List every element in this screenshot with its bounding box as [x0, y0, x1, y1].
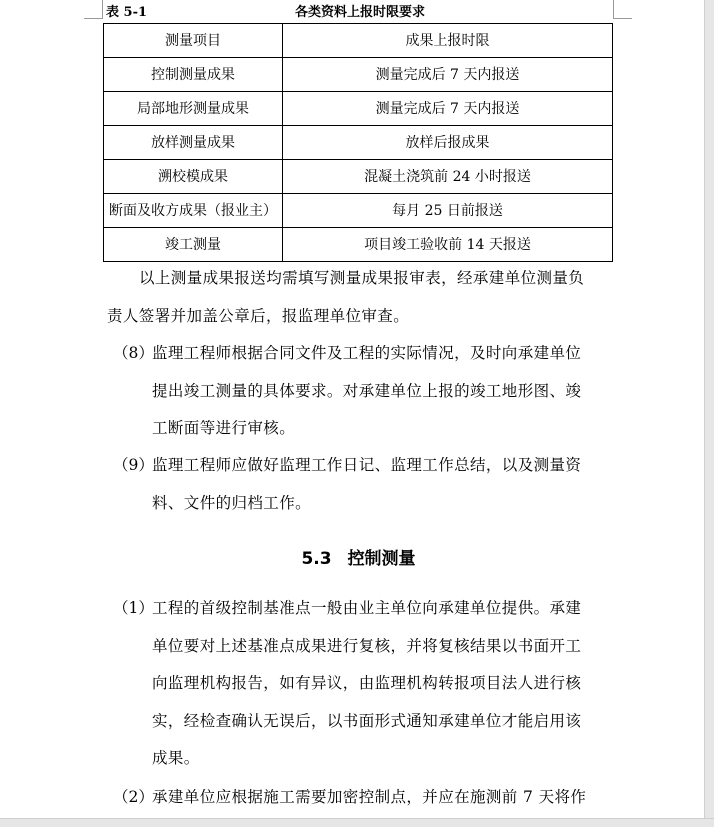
header-deadline: 成果上报时限 — [283, 24, 613, 58]
list-item-line: 成果。 — [152, 749, 200, 767]
list-item-line: 监理工程师根据合同文件及工程的实际情况，及时向承建单位 — [152, 344, 582, 362]
page-right-edge — [704, 0, 714, 826]
table-row — [104, 58, 613, 92]
row-deadline: 混凝土浇筑前 24 小时报送 — [283, 160, 613, 194]
table-row — [104, 228, 613, 262]
row-item: 控制测量成果 — [104, 58, 283, 92]
table-title: 各类资料上报时限要求 — [294, 5, 425, 20]
list-item-line: 单位要对上述基准点成果进行复核，并将复核结果以书面开工 — [152, 636, 582, 655]
row-deadline: 每月 25 日前报送 — [283, 194, 613, 228]
list-item — [152, 590, 610, 778]
section-title: 控制测量 — [347, 549, 416, 569]
table-header-row — [104, 24, 613, 58]
list-item — [152, 779, 610, 817]
list-item — [152, 335, 610, 448]
list-item-line: 监理工程师应做好监理工作日记、监理工作总结，以及测量资 — [152, 456, 582, 474]
row-deadline: 项目竣工验收前 14 天报送 — [283, 228, 613, 262]
row-deadline: 放样后报成果 — [283, 126, 613, 160]
paragraph-line: 以上测量成果报送均需填写测量成果报审表，经承建单位测量负 — [139, 269, 585, 287]
row-item: 断面及收方成果（报业主） — [104, 194, 283, 228]
list-item — [152, 447, 610, 522]
list-item-line: 向监理机构报告，如有异议，由监理机构转报项目法人进行核 — [152, 674, 582, 692]
list-item-line: 料、文件的归档工作。 — [152, 493, 312, 512]
list-item-line: 提出竣工测量的具体要求。对承建单位上报的竣工地形图、竣 — [152, 381, 582, 400]
section-number: 5.3 — [301, 549, 332, 569]
table-row — [104, 160, 613, 194]
crop-mark-left — [84, 0, 103, 19]
row-deadline: 测量完成后 7 天内报送 — [283, 58, 613, 92]
list-item-line: 实，经检查确认无误后，以书面形式通知承建单位才能启用该 — [152, 711, 582, 730]
list-item-line: 承建单位应根据施工需要加密控制点，并应在施测前 7 天将作 — [152, 788, 587, 806]
table-row — [104, 194, 613, 228]
table-row — [104, 126, 613, 160]
table-number: 表 5-1 — [106, 5, 148, 20]
list-item-number: （1） — [113, 599, 154, 617]
row-item: 竣工测量 — [104, 228, 283, 262]
list-item-line: 工程的首级控制基准点一般由业主单位向承建单位提供。承建 — [152, 599, 582, 617]
header-item: 测量项目 — [104, 24, 283, 58]
row-item: 局部地形测量成果 — [104, 92, 283, 126]
row-item: 放样测量成果 — [104, 126, 283, 160]
row-item: 溯校模成果 — [104, 160, 283, 194]
row-deadline: 测量完成后 7 天内报送 — [283, 92, 613, 126]
paragraph-line: 责人签署并加盖公章后，报监理单位审查。 — [107, 306, 410, 325]
requirements-table — [103, 23, 613, 262]
list-item-number: （9） — [113, 456, 154, 474]
list-item-number: （8） — [113, 344, 154, 362]
table-caption — [106, 4, 614, 22]
list-item-line: 工断面等进行审核。 — [152, 419, 296, 437]
section-heading — [107, 541, 610, 577]
crop-mark-right — [613, 0, 632, 19]
list-item-number: （2） — [113, 788, 154, 806]
intro-paragraph — [107, 260, 607, 335]
table-row — [104, 92, 613, 126]
